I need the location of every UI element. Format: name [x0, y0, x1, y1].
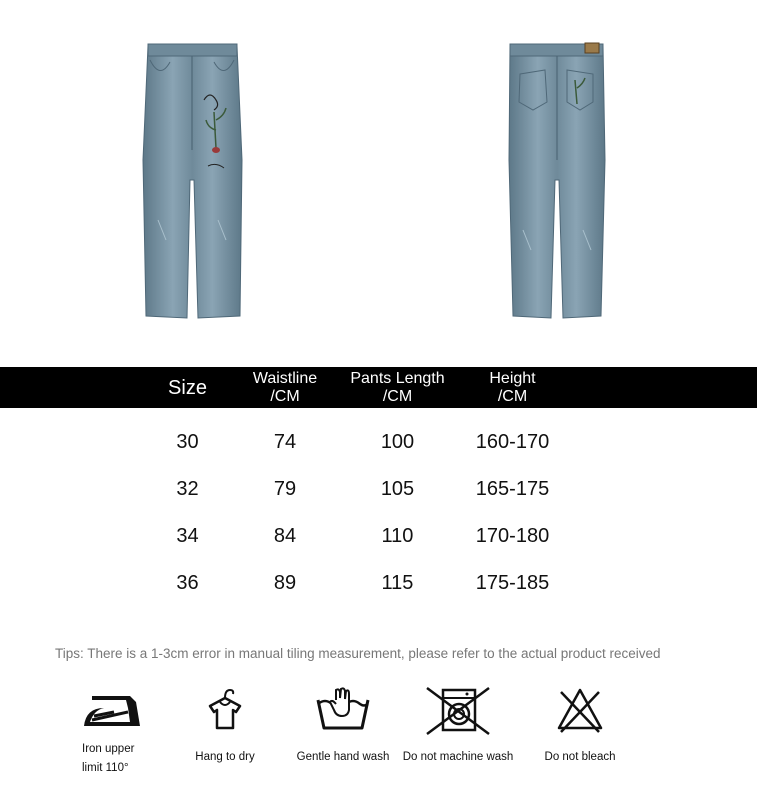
- measurement-tips: Tips: There is a 1-3cm error in manual tiling measurement, please refer to the actual product received: [55, 646, 661, 661]
- header-waistline-label: Waistline: [252, 369, 318, 387]
- care-label-no-bleach: Do not bleach: [544, 751, 616, 763]
- care-label-no-machine-wash: Do not machine wash: [402, 751, 514, 763]
- table-row: [0, 474, 757, 504]
- care-item-no-bleach: [530, 686, 630, 767]
- header-pants-length-label: Pants Length: [350, 369, 445, 387]
- header-pants-length-unit: /CM: [382, 387, 413, 405]
- row-size: 34: [176, 525, 199, 547]
- jeans-front-image: [140, 40, 245, 322]
- table-row: [0, 521, 757, 551]
- row-height: 170-180: [475, 525, 550, 547]
- care-label-hand-wash: Gentle hand wash: [296, 751, 390, 763]
- jeans-back-image: [505, 40, 610, 322]
- header-waistline-unit: /CM: [270, 387, 300, 405]
- row-length: 115: [381, 572, 414, 594]
- table-row: [0, 427, 757, 457]
- hang-dry-icon: [180, 686, 270, 736]
- table-row: [0, 568, 757, 598]
- row-height: 175-185: [475, 572, 550, 594]
- care-label-hang-dry: Hang to dry: [195, 751, 255, 763]
- care-item-hang-dry: [180, 686, 270, 767]
- care-label-iron-line1: Iron upper: [82, 743, 135, 755]
- care-item-iron: [72, 686, 152, 778]
- row-size: 36: [176, 572, 199, 594]
- row-height: 165-175: [475, 478, 550, 500]
- row-length: 110: [381, 525, 414, 547]
- row-size: 30: [176, 431, 199, 453]
- no-machine-wash-icon: [398, 686, 518, 736]
- size-table-header: [0, 367, 757, 408]
- no-bleach-icon: [530, 686, 630, 736]
- row-length: 105: [380, 478, 415, 500]
- row-size: 32: [176, 478, 199, 500]
- header-height-unit: /CM: [497, 387, 528, 405]
- header-waistline: [245, 367, 325, 408]
- row-height: 160-170: [475, 431, 550, 453]
- hand-wash-icon: [293, 686, 393, 736]
- row-length: 100: [380, 431, 415, 453]
- care-item-no-machine-wash: [398, 686, 518, 767]
- product-photos: [0, 0, 757, 365]
- row-waist: 79: [273, 478, 297, 500]
- header-pants-length: [340, 367, 455, 408]
- care-item-hand-wash: [293, 686, 393, 767]
- iron-icon: [72, 686, 152, 736]
- header-size: Size: [168, 376, 207, 399]
- row-waist: 89: [273, 572, 297, 594]
- row-waist: 84: [273, 525, 297, 547]
- row-waist: 74: [273, 431, 297, 453]
- header-height: [460, 367, 565, 408]
- care-label-iron-line2: limit 110°: [82, 762, 129, 774]
- header-height-label: Height: [489, 369, 536, 387]
